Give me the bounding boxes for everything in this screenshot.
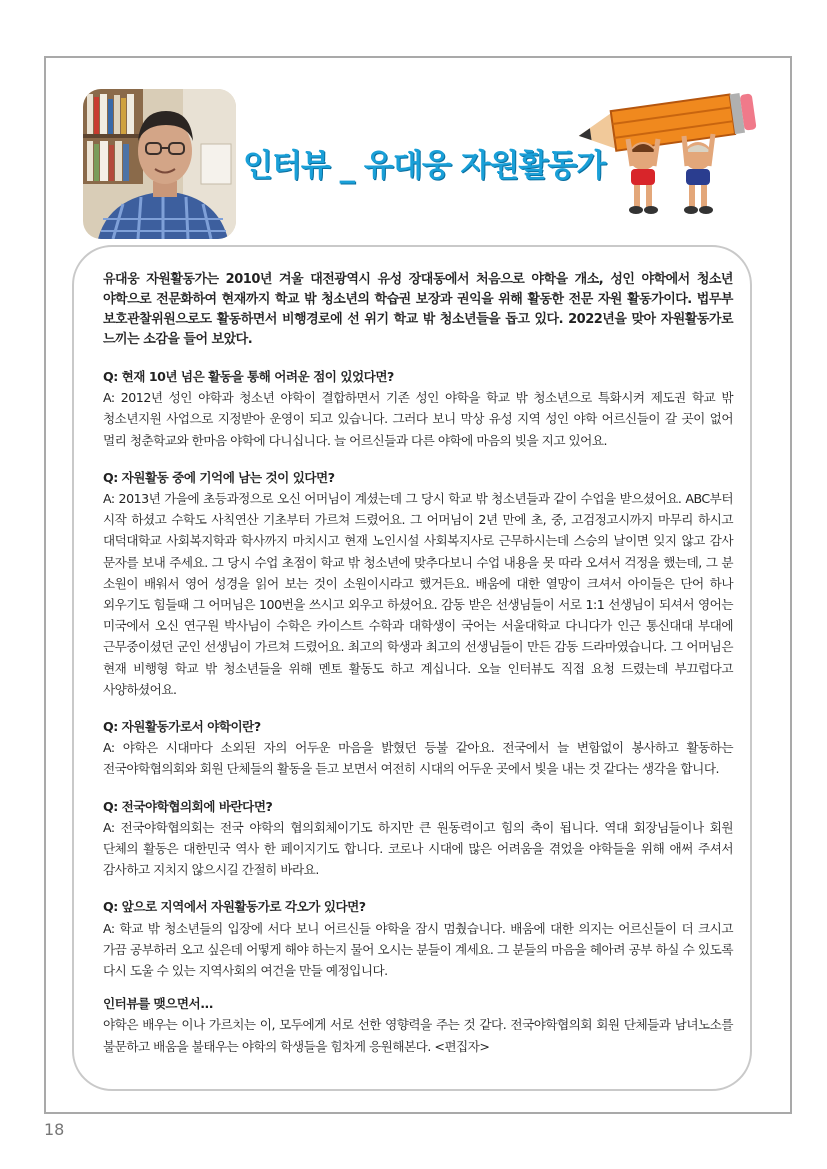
- question-4: Q: 전국야학협의회에 바란다면?: [103, 798, 273, 814]
- question-5: Q: 앞으로 지역에서 자원활동가로 각오가 있다면?: [103, 899, 366, 915]
- answer-5: A: 학교 밖 청소년들의 입장에 서다 보니 어르신들 야학을 잠시 멈췄습니다. 배움에 대한 의지는 어르신들이 더 크시고 가끔 공부하러 오고 싶은데 어떻게 해야 하는지 물어 오시는 분들이 계세요. 그 분들의 마음을 헤아려 공부 하실 수 있도록 다시 도울 수 있는 지역사회의 여건을 만들 예정입니다.: [103, 920, 733, 979]
- interviewee-photo: [83, 89, 236, 239]
- question-2: Q: 자원활동 중에 기억에 남는 것이 있다면?: [103, 469, 335, 485]
- answer-4: A: 전국야학협의회는 전국 야학의 협의회체이기도 하지만 큰 원동력이고 힘의 축이 됩니다. 역대 회장님들이나 회원 단체의 활동은 대한민국 역사 한 페이지기도 합니다. 코로나 시대에 많은 어려움을 겪었을 야학들을 위해 애써 주셔서 감사하고 지치지 않으시길 간절히 바라요.: [103, 819, 733, 878]
- closing-text: 야학은 배우는 이나 가르치는 이, 모두에게 서로 선한 영향력을 주는 것 같다. 전국야학협의회 회원 단체들과 남녀노소를 불문하고 배움을 불태우는 야학의 학생들을 힘차게 응원해본다. <편집자>: [103, 1017, 733, 1054]
- question-3: Q: 자원활동가로서 야학이란?: [103, 719, 261, 735]
- question-1: Q: 현재 10년 넘은 활동을 통해 어려운 점이 있었다면?: [103, 369, 394, 384]
- interview-body: [103, 270, 733, 1057]
- page-title: 인터뷰 _ 유대웅 자원활동가: [243, 148, 606, 184]
- answer-1: A: 2012년 성인 야학과 청소년 야학이 결합하면서 기존 성인 야학을 학교 밖 청소년으로 특화시켜 제도권 학교 밖 청소년지원 사업으로 지정받아 운영이 되고 있습니다. 그러다 보니 막상 유성 지역 성인 야학 어르신들이 갈 곳이 없어 멀리 청춘학교와 한마음 야학에 다니십니다. 늘 어르신들과 다른 야학에 마음의 빚을 지고 있어요.: [103, 390, 733, 448]
- pencil-kids-illustration: [568, 84, 758, 219]
- answer-2: A: 2013년 가을에 초등과정으로 오신 어머님이 계셨는데 그 당시 학교 밖 청소년들과 같이 수업을 받으셨어요. ABC부터 시작 하셨고 수학도 사칙연산 기초부터 가르쳐 드렸어요. 그 어머님이 2년 만에 초, 중, 고검정고시까지 마무리 하시고 대덕대학교 사회복지학과 학사까지 마치시고 현재 노인시설 사회복지사로 근무하시는데 스승의 날이면 잊지 않고 감사 문자를 보내 주세요. 그 당시 수업 초점이 학교 밖 청소년에 맞추다보니 수업 내용을 못 따라 오셔서 걱정을 했는데, 그 분 소원이 배워서 영어 성경을 읽어 보는 것이 소원이시라고 했거든요. 배움에 대한 열망이 크셔서 아이들은 단어 하나 외우기도 힘들때 그 어머님은 100번을 쓰시고 외우고 하셨어요. 감동 받은 선생님들이 서로 1:1 선생님이 되셔서 영어는 미국에서 오신 연구원 박사님이 수학은 카이스트 수학과 대학생이 국어는 서울대학교 다니다가 인근 통신대대 부대에 근무중이셨던 군인 선생님이 가르쳐 드렸어요. 최고의 학생과 최고의 선생님들이 만든 감동 드라마였습니다. 그 어머님은 현재 비행형 학교 밖 청소년들을 위해 멘토 활동도 하고 계십니다. 오늘 인터뷰도 직접 요청 드렸는데 부끄럽다고 사양하셨어요.: [103, 491, 733, 697]
- page-number: 18: [44, 1120, 65, 1139]
- answer-3: A: 야학은 시대마다 소외된 자의 어두운 마음을 밝혔던 등불 같아요. 전국에서 늘 변함없이 봉사하고 활동하는 전국야학협의회와 회원 단체들의 활동을 듣고 보면서 여전히 시대의 어두운 곳에서 빛을 내는 것 같다는 생각을 합니다.: [103, 740, 733, 777]
- closing-title: 인터뷰를 맺으면서...: [103, 996, 214, 1012]
- intro-paragraph: 유대웅 자원활동가는 2010년 겨울 대전광역시 유성 장대동에서 처음으로 야학을 개소, 성인 야학에서 청소년 야학으로 전문화하여 현재까지 학교 밖 청소년의 학습권 보장과 권익을 위해 활동한 전문 자원 활동가이다. 법무부 보호관찰위원으로도 활동하면서 비행경로에 선 위기 학교 밖 청소년들을 돕고 있다. 2022년을 맞아 자원활동가로 느끼는 소감을 들어 보았다.: [103, 272, 733, 347]
